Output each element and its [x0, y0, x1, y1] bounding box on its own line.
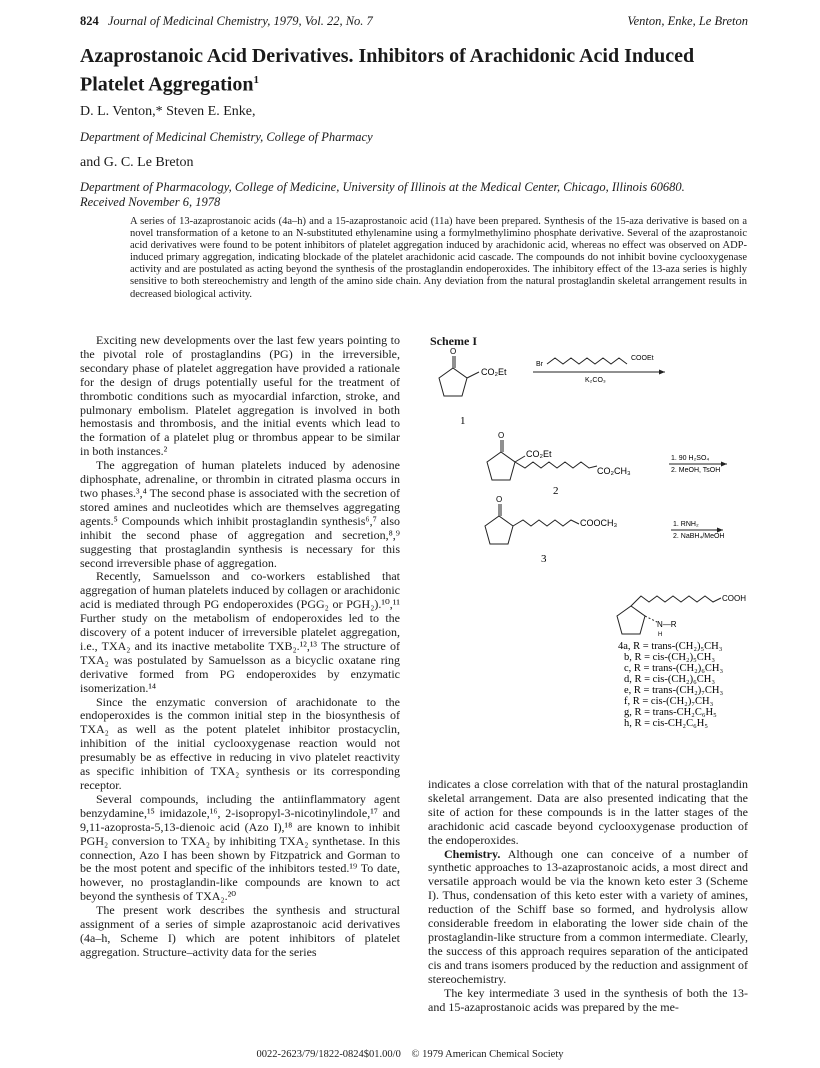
article-title: [80, 44, 760, 97]
compound-4d: d, R = cis-(CH₂)₆CH₃: [624, 674, 715, 685]
oxygen-label: O: [496, 495, 503, 504]
step-3a-label: 1. RNH₂: [673, 521, 699, 528]
page-footer: [0, 1049, 820, 1060]
running-authors: Venton, Enke, Le Breton: [627, 14, 748, 28]
compound-label-1: 1: [460, 415, 466, 427]
left-column: [80, 334, 400, 960]
section-heading: Chemistry.: [444, 846, 501, 861]
compound-4e: e, R = trans-(CH₂)₇CH₃: [624, 685, 724, 696]
compound-4c: c, R = trans-(CH₂)₆CH₃: [624, 663, 724, 674]
authors-line-1: D. L. Venton,* Steven E. Enke,: [80, 104, 256, 119]
cooch3-label: COOCH₃: [580, 518, 618, 528]
affiliation-block: [80, 180, 760, 210]
step-2b-label: 2. MeOH, TsOH: [671, 467, 721, 474]
running-head: [80, 14, 748, 29]
compound-3-structure: [485, 504, 579, 544]
cooh-label: COOH: [722, 594, 746, 603]
paragraph: The aggregation of human platelets induced by adenosine diphosphate, adrenaline, or thrombin in citrated plasma occurs in two phases.³,⁴ The second phase is associated with the secretion of stored amines and nucleotides which are themselves aggregating agents.⁵ Compounds which inhibit prostaglandin synthesis⁶,⁷ also inhibit the second phase of aggregation and secretion,⁸,⁹ suggesting that prostaglandin synthesis is necessary for this second irreversible phase of aggregation.: [80, 458, 400, 570]
step-2a-label: 1. 90 H₂SO₄: [671, 455, 710, 462]
compound-2-structure: [487, 440, 597, 480]
compound-1-structure: [439, 356, 479, 396]
paragraph-text: Although one can conceive of a number of synthetic approaches to 13-azaprostanoic acids, a most direct and versatile approach would be via the known keto ester 3 (Scheme I). Thus, condensation of this keto ester with a variety of amines, reduction of the Schiff base so formed, and hydrolysis allow considerable freedom in elaborating the lower side chain of the prostaglandin-like structure from a common intermediate. Clearly, the success of this approach requires separation of the anticipated cis and trans isomers produced by the reduction and assignment of stereochemistry.: [428, 846, 748, 986]
compound-4g: g, R = trans-CH₂C₆H₅: [624, 707, 717, 718]
co2ch3-label: CO₂CH₃: [597, 466, 631, 476]
paragraph: indicates a close correlation with that of the natural prostaglandin skeletal arrangement. Data are also presented indicating that the site of action for these compounds is in the latter stages of the arachidonic acid cascade beyond cyclooxygenase production of the endoperoxides.: [428, 777, 748, 847]
co2et-label: CO₂Et: [481, 367, 507, 377]
amine-label: N—R: [657, 620, 677, 629]
oxygen-label: O: [450, 347, 457, 356]
compound-4b: b, R = cis-(CH₂)₅CH₃: [624, 652, 715, 663]
paragraph: The key intermediate 3 used in the synthesis of both the 13- and 15-azaprostanoic acids was prepared by the me-: [428, 985, 748, 1014]
authors-line-2: and G. C. Le Breton: [80, 155, 194, 170]
co2et-label: CO₂Et: [526, 449, 552, 459]
bromide-label: Br: [536, 361, 543, 368]
title-text: Azaprostanoic Acid Derivatives. Inhibitors of Arachidonic Acid Induced Platelet Aggregation: [80, 45, 695, 96]
scheme-title: Scheme I: [430, 334, 477, 348]
copyright: © 1979 American Chemical Society: [411, 1049, 564, 1060]
compound-4a: 4a, R = trans-(CH₂)₅CH₃: [618, 641, 723, 652]
paragraph: [428, 848, 748, 987]
title-footnote: 1: [253, 74, 259, 86]
affiliation-pharmacology: Department of Pharmacology, College of Medicine, University of Illinois at the Medical Center, Chicago, Illinois 60680.: [80, 180, 685, 194]
compound-label-2: 2: [553, 485, 559, 497]
oxygen-label: O: [498, 431, 505, 440]
right-column: [428, 778, 748, 1014]
paragraph: Exciting new developments over the last few years pointing to the pivotal role of prostaglandins (PG) in the irreversible, secondary phase of platelet aggregation have provided a rationale for the design of drugs potentially useful for the treatment of thrombotic conditions such as myocardial infarction, stroke, and pulmonary embolism. Platelet aggregation is involved in both hemostasis and thrombosis, and the initial events which lead to the formation of a platelet plug or thrombus appear to be similar in both instances.²: [80, 333, 400, 459]
compound-list: [618, 641, 723, 729]
paragraph: The present work describes the synthesis and structural assignment of a series of simple azaprostanoic acid derivatives (4a–h, Scheme I) which are potent inhibitors of platelet aggregation. Structure–activity data for the series: [80, 903, 400, 959]
cooet-label: COOEt: [631, 355, 654, 362]
page-number: 824: [80, 14, 99, 28]
scheme-diagram: [425, 340, 760, 772]
received-date: Received November 6, 1978: [80, 195, 221, 209]
compound-label-3: 3: [541, 553, 547, 565]
article-code: 0022-2623/79/1822-0824$01.00/0: [256, 1049, 401, 1060]
step-3b-label: 2. NaBH₄/MeOH: [673, 533, 725, 540]
k2co3-label: K₂CO₃: [585, 377, 606, 384]
hydrogen-label: H: [658, 632, 663, 638]
journal-citation: Journal of Medicinal Chemistry, 1979, Vol. 22, No. 7: [107, 14, 373, 28]
abstract: A series of 13-azaprostanoic acids (4a–h) and a 15-azaprostanoic acid (11a) have been prepared. Synthesis of the 15-aza derivative is based on a novel transformation of a ketone to an N-substituted ethylenamine using a formylmethylimino phosphate derivative. Several of the azaprostanoic acid derivatives were found to be potent inhibitors of platelet aggregation induced by arachidonic acid, whereas no effect was observed on ADP-induced primary aggregation, indicating blockade of the platelet arachidonic acid cascade. The compounds do not inhibit bovine cyclooxygenase activity and are postulated as acting beyond the synthesis of the prostaglandin endoperoxides. The inhibitory effect of the 13-aza series is highly sensitive to both stereochemistry and length of the amino side chain. Any deviation from the natural prostaglandin skeletal arrangement results in decreased biological activity.: [130, 216, 747, 300]
paragraph: Recently, Samuelsson and co-workers established that aggregation of human platelets induced by collagen or arachidonic acid is mediated through PG endoperoxides (PGG₂ or PGH₂).¹⁰,¹¹ Further study on the metabolism of endoperoxides led to the discovery of a potent inducer of irreversible platelet aggregation, i.e., TXA₂ and its inactive metabolite TXB₂.¹²,¹³ The structure of TXA₂ was postulated by Samuelsson as a bicyclic oxatane ring derivative formed from PG endoperoxides by enzymatic isomerization.¹⁴: [80, 569, 400, 695]
paragraph: Several compounds, including the antiinflammatory agent benzydamine,¹⁵ imidazole,¹⁶, 2-isopropyl-3-nicotinylindole,¹⁷ and 9,11-azoprosta-5,13-dienoic acid (Azo I),¹⁸ are known to inhibit PGH₂ conversion to TXA₂ by inhibiting TXA₂ synthetase. In this connection, Azo I has been shown by Fitzpatrick and Gorman to be the most potent and specific of the inhibitors tested.¹⁹ To date, however, no prostaglandin-like compounds are known to act beyond the synthesis of TXA₂.²⁰: [80, 791, 400, 904]
compound-4h: h, R = cis-CH₂C₆H₅: [624, 718, 708, 729]
affiliation-pharmacy: Department of Medicinal Chemistry, College of Pharmacy: [80, 130, 373, 144]
paragraph: Since the enzymatic conversion of arachidonate to the endoperoxides is the common initial step in the biosynthesis of TXA₂ as well as the potent platelet inhibitor prostacyclin, inhibition of the initial cyclooxygenase reaction would not presumably be as effective in reducing in vivo platelet reactivity as specific inhibition of TXA₂ synthesis or its corresponding receptor.: [80, 694, 400, 792]
compound-4f: f, R = cis-(CH₂)₇CH₃: [624, 696, 714, 707]
